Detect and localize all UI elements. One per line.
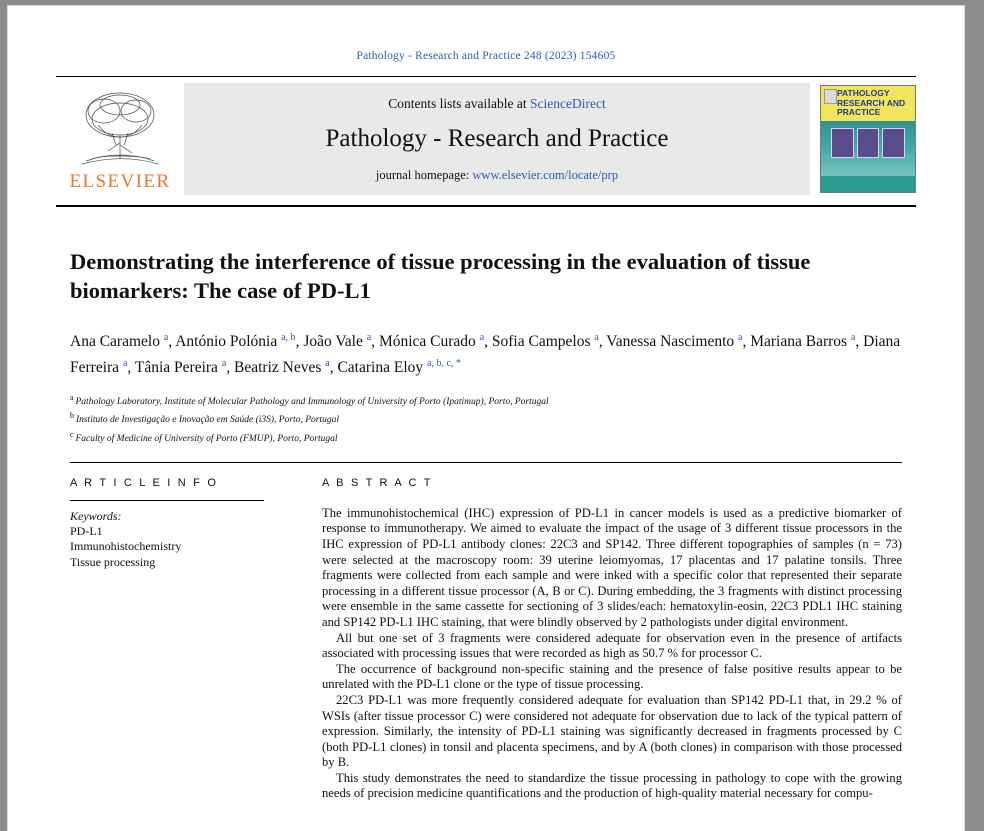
author-name: António Polónia xyxy=(175,333,282,351)
keyword-item: PD-L1 xyxy=(70,523,103,538)
abstract-paragraph: 22C3 PD-L1 was more frequently considered adequate for evaluation than SP142 PD-L1 that, in 29.2 % of WSIs (after tissue processor C) were considered not adequate for observation due to lack of the typical pattern of expression. Similarly, the intensity of PD-L1 staining was significantly decreased in fragments processed by C (both PD-L1 clones) in tonsil and placenta specimens, and by A (both clones) in comparison with those processed by B. xyxy=(322,692,902,770)
article-body xyxy=(70,477,902,802)
author-affiliation-mark: a xyxy=(366,332,372,343)
keywords-list xyxy=(70,524,288,571)
keyword-item: Tissue processing xyxy=(70,554,156,569)
keywords-divider xyxy=(70,500,264,501)
author-name: Tânia Pereira xyxy=(134,359,222,377)
author-name: Beatriz Neves xyxy=(234,359,326,377)
journal-title: Pathology - Research and Practice xyxy=(325,124,669,152)
author-affiliation-mark: a xyxy=(850,332,856,343)
article-info-heading: A R T I C L E I N F O xyxy=(70,476,219,489)
section-divider xyxy=(70,462,902,463)
paper-page xyxy=(8,6,964,831)
running-head: Pathology - Research and Practice 248 (2023) 154605 xyxy=(356,50,616,62)
author-list: Ana Caramelo $^a$, António Polónia $^{a, b}$, João Vale $^a$, Mónica Curado $^a$, Sofia Campelos $^a$, Vanessa Nascimento $^a$, Mariana Barros $^a$, Diana Ferreira $^a$, Tânia Pereira $^a$, Beatriz Neves $^a$, Catarina Eloy $^{a, b, c, *}$ xyxy=(70,332,901,377)
journal-cover-thumbnail xyxy=(820,85,916,193)
author-name: Vanessa Nascimento xyxy=(606,333,739,351)
elsevier-wordmark: ELSEVIER xyxy=(69,171,171,192)
affiliation-list xyxy=(70,391,902,445)
keywords-label: Keywords: xyxy=(70,508,122,523)
contents-prefix: Contents lists available at xyxy=(388,95,530,111)
author-name: Diana Ferreira xyxy=(70,333,901,377)
abstract-paragraph: The immunohistochemical (IHC) expression of PD-L1 in cancer models is used as a predictive biomarker of response to immunotherapy. We aimed to evaluate the impact of the usage of 3 different tissue processors in the IHC expression of PD-L1 antibody clones: 22C3 and SP142. Three different topographies of samples (n = 73) were selected at the macroscopy room: 39 uterine leiomyomas, 17 placentas and 17 palatine tonsils. Three fragments were collected from each sample and were inked with a specific color that represented their separate processing in a different tissue processor (A, B or C). During embedding, the 3 fragments with distinct processing were ensemble in the same cassette for sectioning of 3 slides/each: hematoxylin-eosin, 22C3 PDL1 IHC staining and SP142 PD-L1 IHC staining, that were blindly observed by 2 pathologists under digital environment. xyxy=(322,505,902,629)
author-name: Mónica Curado xyxy=(378,333,480,351)
elsevier-tree-icon xyxy=(68,85,172,169)
author-affiliation-mark: a, b xyxy=(281,332,296,343)
abstract-paragraph: The occurrence of background non-specific staining and the presence of false positive results appear to be unrelated with the PD-L1 clone or the type of tissue processing. xyxy=(322,661,902,692)
homepage-line xyxy=(376,168,618,183)
author-name: Mariana Barros xyxy=(750,333,851,351)
author-affiliation-mark: a xyxy=(325,358,330,370)
article-info-column xyxy=(70,477,288,802)
cover-badge-icon xyxy=(824,89,837,104)
abstract-paragraph: This study demonstrates the need to standardize the tissue processing in pathology to cope with the growing needs of precision medicine quantifications and the production of high-quality material necessary for compu- xyxy=(322,770,902,801)
page-title: Demonstrating the interference of tissue processing in the evaluation of tissue biomarkers: The case of PD-L1 xyxy=(70,249,811,303)
sciencedirect-link[interactable]: ScienceDirect xyxy=(530,95,606,111)
journal-homepage-link[interactable]: www.elsevier.com/locate/prp xyxy=(472,167,619,182)
cover-title-text: PATHOLOGY RESEARCH AND PRACTICE xyxy=(821,86,915,121)
contents-line xyxy=(388,96,605,112)
author-name: Catarina Eloy xyxy=(337,359,427,377)
affiliation-item: $^a$ Pathology Laboratory, Institute of Molecular Pathology and Immunology of University of Porto (Ipatimup), Porto, Portugal xyxy=(70,393,549,408)
cover-micrograph-strip xyxy=(831,128,905,158)
homepage-prefix: journal homepage: xyxy=(375,167,473,182)
affiliation-item: $^b$ Instituto de Investigação e Inovação em Saúde (i3S), Porto, Portugal xyxy=(70,411,339,426)
author-name: João Vale xyxy=(303,333,367,351)
author-affiliation-mark: a xyxy=(594,332,599,343)
affiliation-item: $^c$ Faculty of Medicine of University of Porto (FMUP), Porto, Portugal xyxy=(70,429,338,444)
keyword-item: Immunohistochemistry xyxy=(70,539,182,554)
author-affiliation-mark: a xyxy=(738,332,743,343)
author-name: Ana Caramelo xyxy=(70,333,164,351)
journal-masthead xyxy=(56,76,916,207)
abstract-text xyxy=(322,506,902,802)
author-affiliation-mark: a xyxy=(122,358,128,370)
abstract-column xyxy=(288,477,902,802)
cover-footer-band xyxy=(821,176,915,192)
author-affiliation-mark: a, b, c, * xyxy=(427,358,461,370)
author-affiliation-mark: a xyxy=(221,358,227,370)
abstract-paragraph: All but one set of 3 fragments were considered adequate for observation even in the presence of artifacts associated with processing issues that were recorded as high as 50.7 % for processor C. xyxy=(322,630,902,661)
abstract-heading: A B S T R A C T xyxy=(322,476,433,489)
author-affiliation-mark: a xyxy=(479,332,485,343)
author-affiliation-mark: a xyxy=(163,332,169,343)
elsevier-logo xyxy=(56,77,184,201)
journal-band xyxy=(184,83,810,195)
author-name: Sofia Campelos xyxy=(491,333,595,351)
